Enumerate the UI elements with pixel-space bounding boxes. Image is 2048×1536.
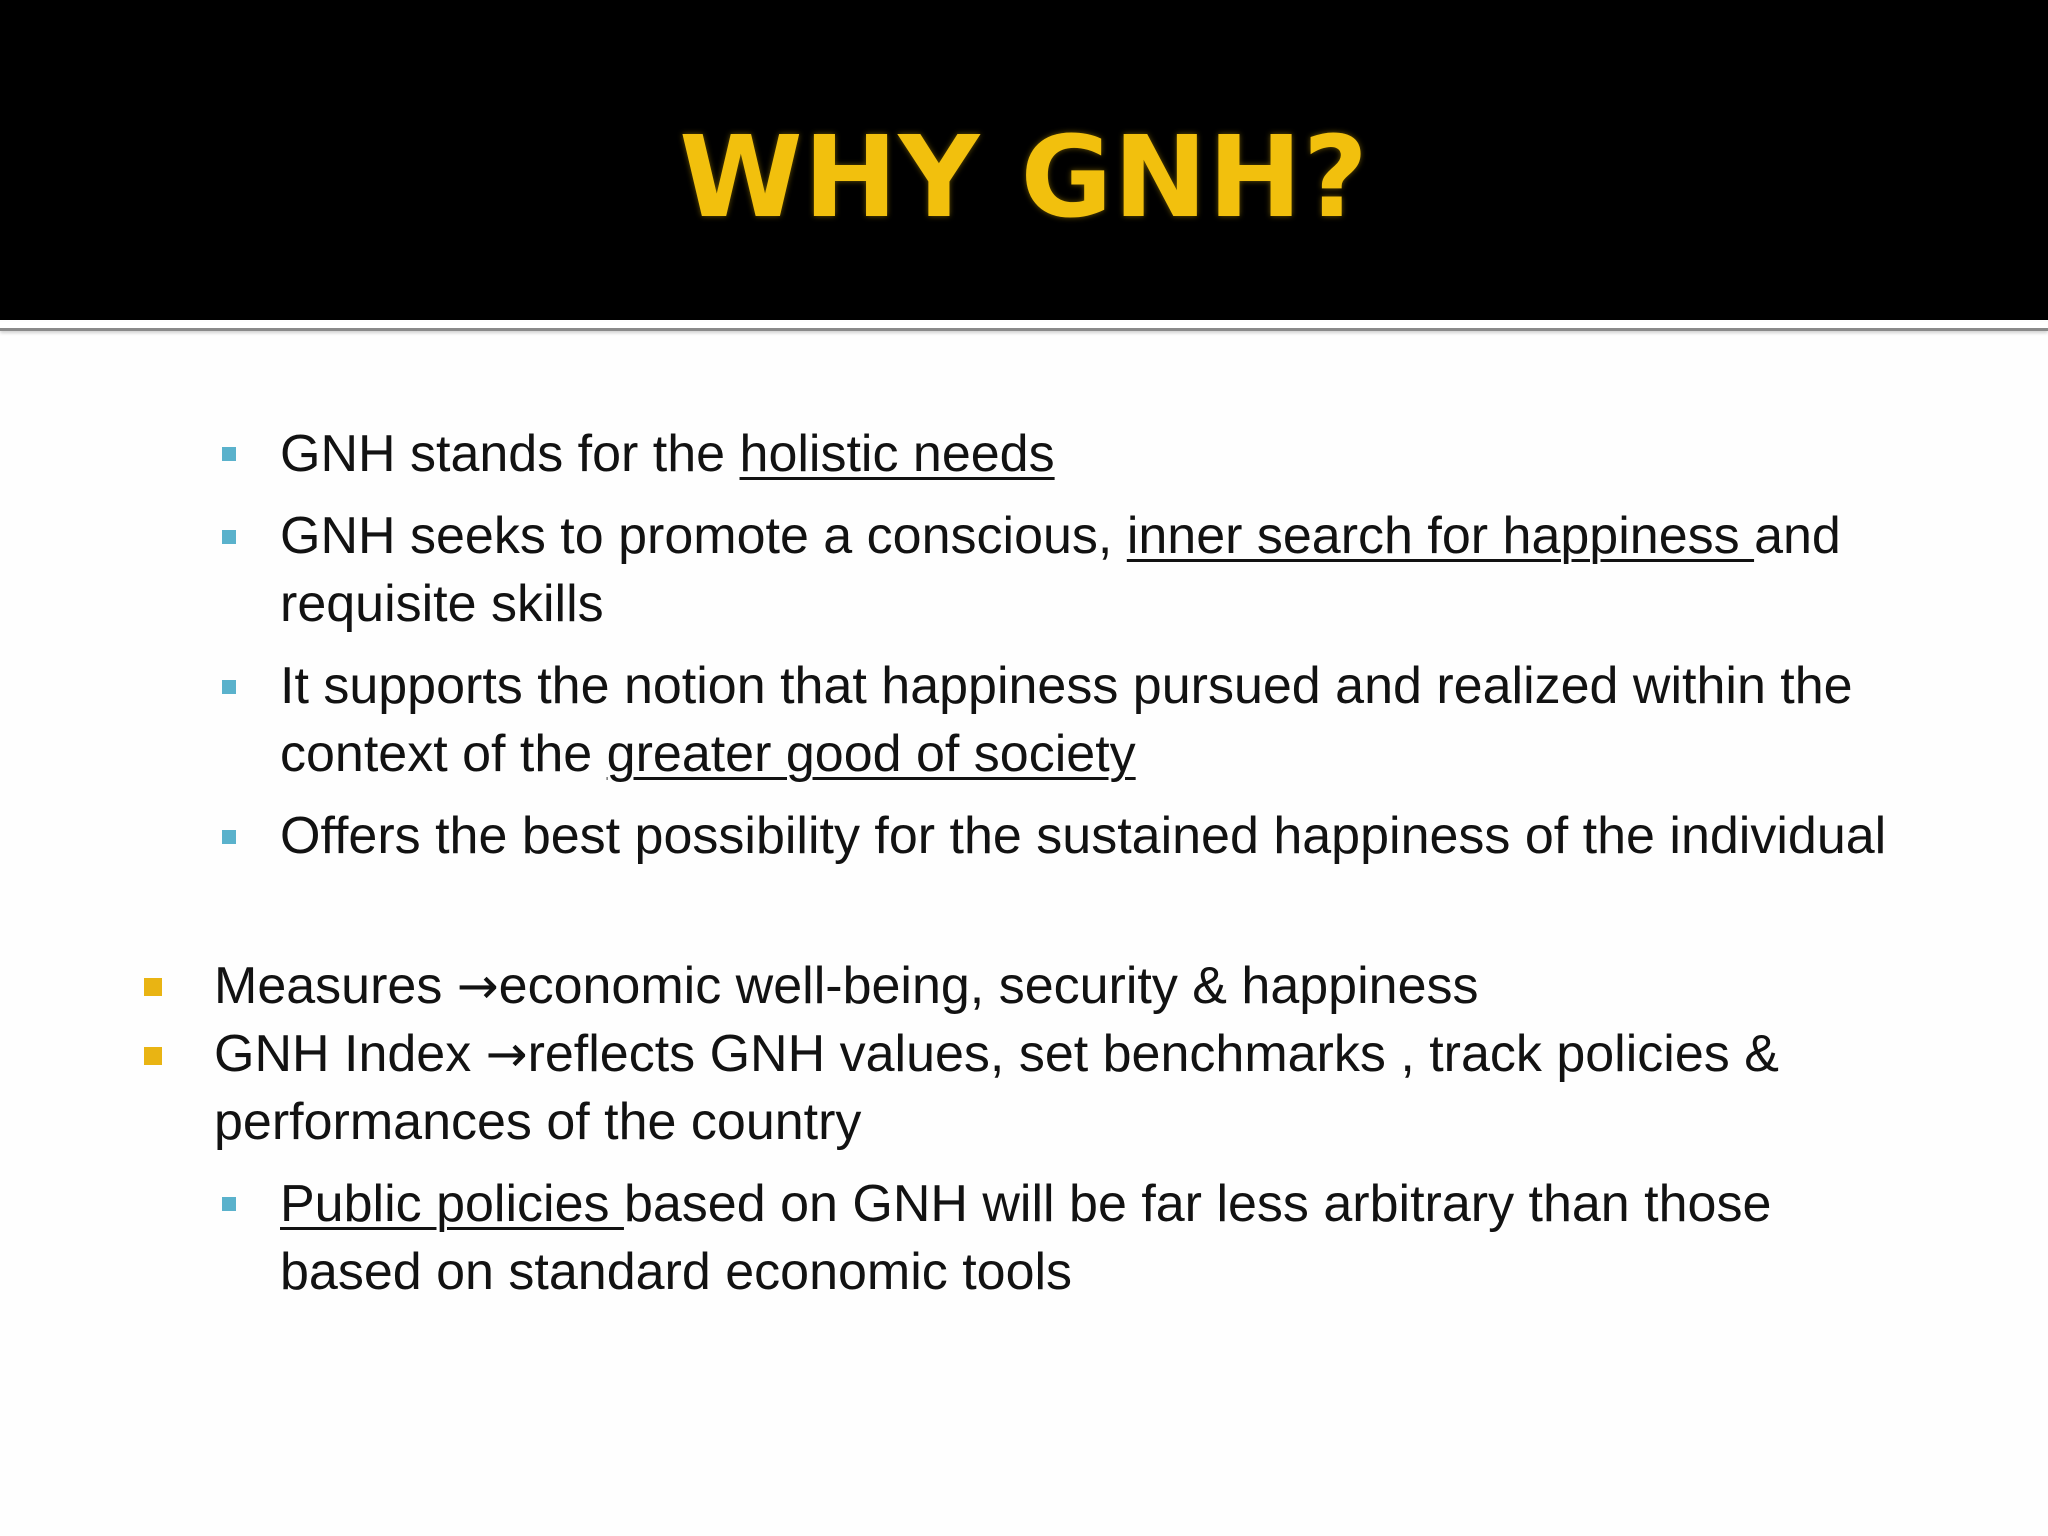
bullet-text-segment: requisite skills — [280, 575, 604, 633]
bullet-text-segment: Measures — [214, 957, 457, 1015]
main-bullet-marker — [144, 978, 162, 996]
bullet-text-continuation — [280, 720, 1136, 788]
bullet-text-segment: Offers the best possibility for the sustained happiness of the individual — [280, 807, 1887, 865]
sub-bullet-marker — [222, 680, 236, 694]
bullet-text-segment: context of the — [280, 725, 607, 783]
bullet-text-segment: performances of the country — [214, 1093, 862, 1151]
underlined-phrase: inner search for happiness — [1126, 507, 1755, 565]
underlined-phrase: holistic needs — [739, 425, 1055, 483]
bullet-text-segment: economic well-being, security & happiness — [498, 957, 1479, 1015]
arrow-icon: → — [485, 1025, 528, 1083]
bullet-text-continuation — [214, 1088, 861, 1156]
bullet-text — [280, 652, 1853, 720]
bullet-text — [280, 502, 1841, 570]
main-bullet-marker — [144, 1047, 162, 1065]
bullet-text-segment: based on standard economic tools — [280, 1243, 1073, 1301]
title-bar — [0, 0, 2048, 320]
bullet-text-segment: It supports the notion that happiness pursued and realized within the — [280, 657, 1853, 715]
slide-title: WHY GNH? — [679, 113, 1369, 243]
bullet-text-segment: reflects GNH values, set benchmarks , track policies & — [527, 1025, 1779, 1083]
bullet-text-continuation — [280, 1238, 1072, 1306]
bullet-text — [280, 1170, 1771, 1238]
arrow-icon: → — [456, 957, 499, 1015]
underlined-phrase: Public policies — [280, 1175, 624, 1233]
bullet-text — [280, 420, 1055, 488]
underlined-phrase: greater good of society — [606, 725, 1136, 783]
bullet-text — [214, 1020, 1779, 1088]
bullet-text — [280, 802, 1886, 870]
bullet-text-segment: GNH stands for the — [280, 425, 740, 483]
bullet-text-continuation — [280, 570, 604, 638]
sub-bullet-marker — [222, 530, 236, 544]
bullet-text-segment: and — [1754, 507, 1841, 565]
bullet-text — [214, 952, 1479, 1020]
sub-bullet-marker — [222, 830, 236, 844]
bullet-text-segment: GNH seeks to promote a conscious, — [280, 507, 1127, 565]
bullet-text-segment: based on GNH will be far less arbitrary than those — [623, 1175, 1772, 1233]
sub-bullet-marker — [222, 1197, 236, 1211]
title-divider — [0, 322, 2048, 331]
sub-bullet-marker — [222, 447, 236, 461]
bullet-text-segment: GNH Index — [214, 1025, 486, 1083]
